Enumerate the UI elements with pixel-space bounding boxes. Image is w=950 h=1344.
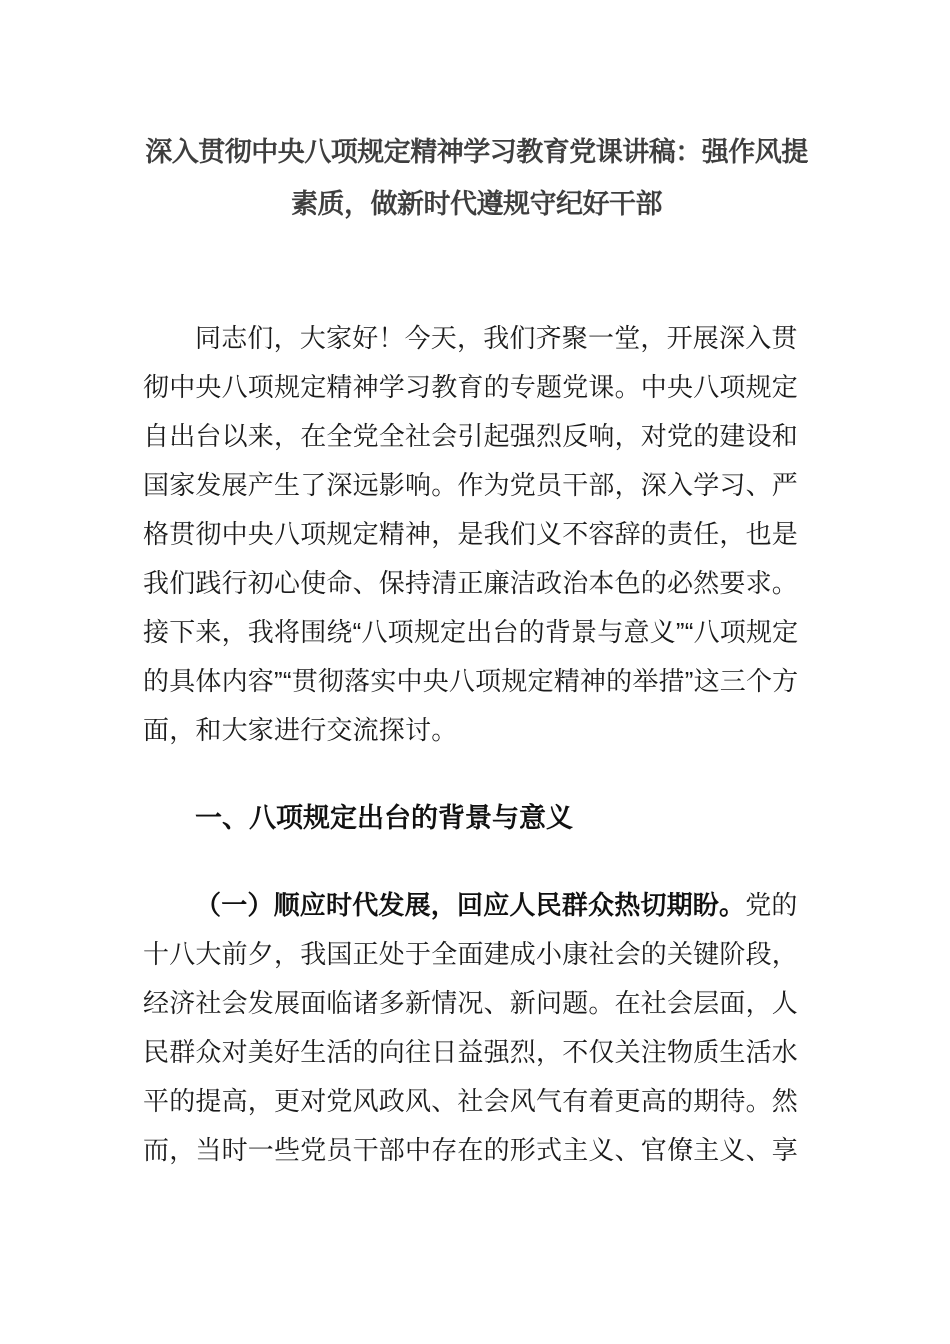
intro-paragraph-line: 格贯彻中央八项规定精神，是我们义不容辞的责任，也是 [143,519,799,549]
intro-paragraph-line: 的具体内容”“贯彻落实中央八项规定精神的举措”这三个方 [143,666,799,696]
section-paragraph-line: 而，当时一些党员干部中存在的形式主义、官僚主义、享 [143,1135,799,1165]
section-1-heading: 一、八项规定出台的背景与意义 [195,803,573,833]
intro-paragraph-line: 彻中央八项规定精神学习教育的专题党课。中央八项规定 [143,372,799,402]
section-paragraph-line: 十八大前夕，我国正处于全面建成小康社会的关键阶段， [143,939,799,969]
paragraph-lead-rest: 党的 [745,890,798,920]
intro-paragraph-line: 自出台以来，在全党全社会引起强烈反响，对党的建设和 [143,421,799,451]
intro-paragraph-line: 我们践行初心使命、保持清正廉洁政治本色的必然要求。 [143,568,799,598]
section-1-paragraph-1 [143,881,810,1175]
intro-paragraph-line: 同志们，大家好！今天，我们齐聚一堂，开展深入贯 [195,323,798,353]
section-paragraph-line: 经济社会发展面临诸多新情况、新问题。在社会层面，人 [143,988,799,1018]
intro-paragraph [143,314,810,755]
document-title [143,126,810,230]
document-title-line-1: 深入贯彻中央八项规定精神学习教育党课讲稿：强作风提 [145,137,808,167]
section-paragraph-line [143,881,810,930]
intro-paragraph-line: 国家发展产生了深远影响。作为党员干部，深入学习、严 [143,470,799,500]
intro-paragraph-line: 面，和大家进行交流探讨。 [143,715,458,745]
section-paragraph-line: 平的提高，更对党风政风、社会风气有着更高的期待。然 [143,1086,799,1116]
paragraph-lead-bold: （一）顺应时代发展，回应人民群众热切期盼。 [195,890,746,920]
intro-paragraph-line: 接下来，我将围绕“八项规定出台的背景与意义”“八项规定 [143,617,799,647]
section-paragraph-line: 民群众对美好生活的向往日益强烈，不仅关注物质生活水 [143,1037,799,1067]
document-title-line-2: 素质，做新时代遵规守纪好干部 [291,189,662,219]
